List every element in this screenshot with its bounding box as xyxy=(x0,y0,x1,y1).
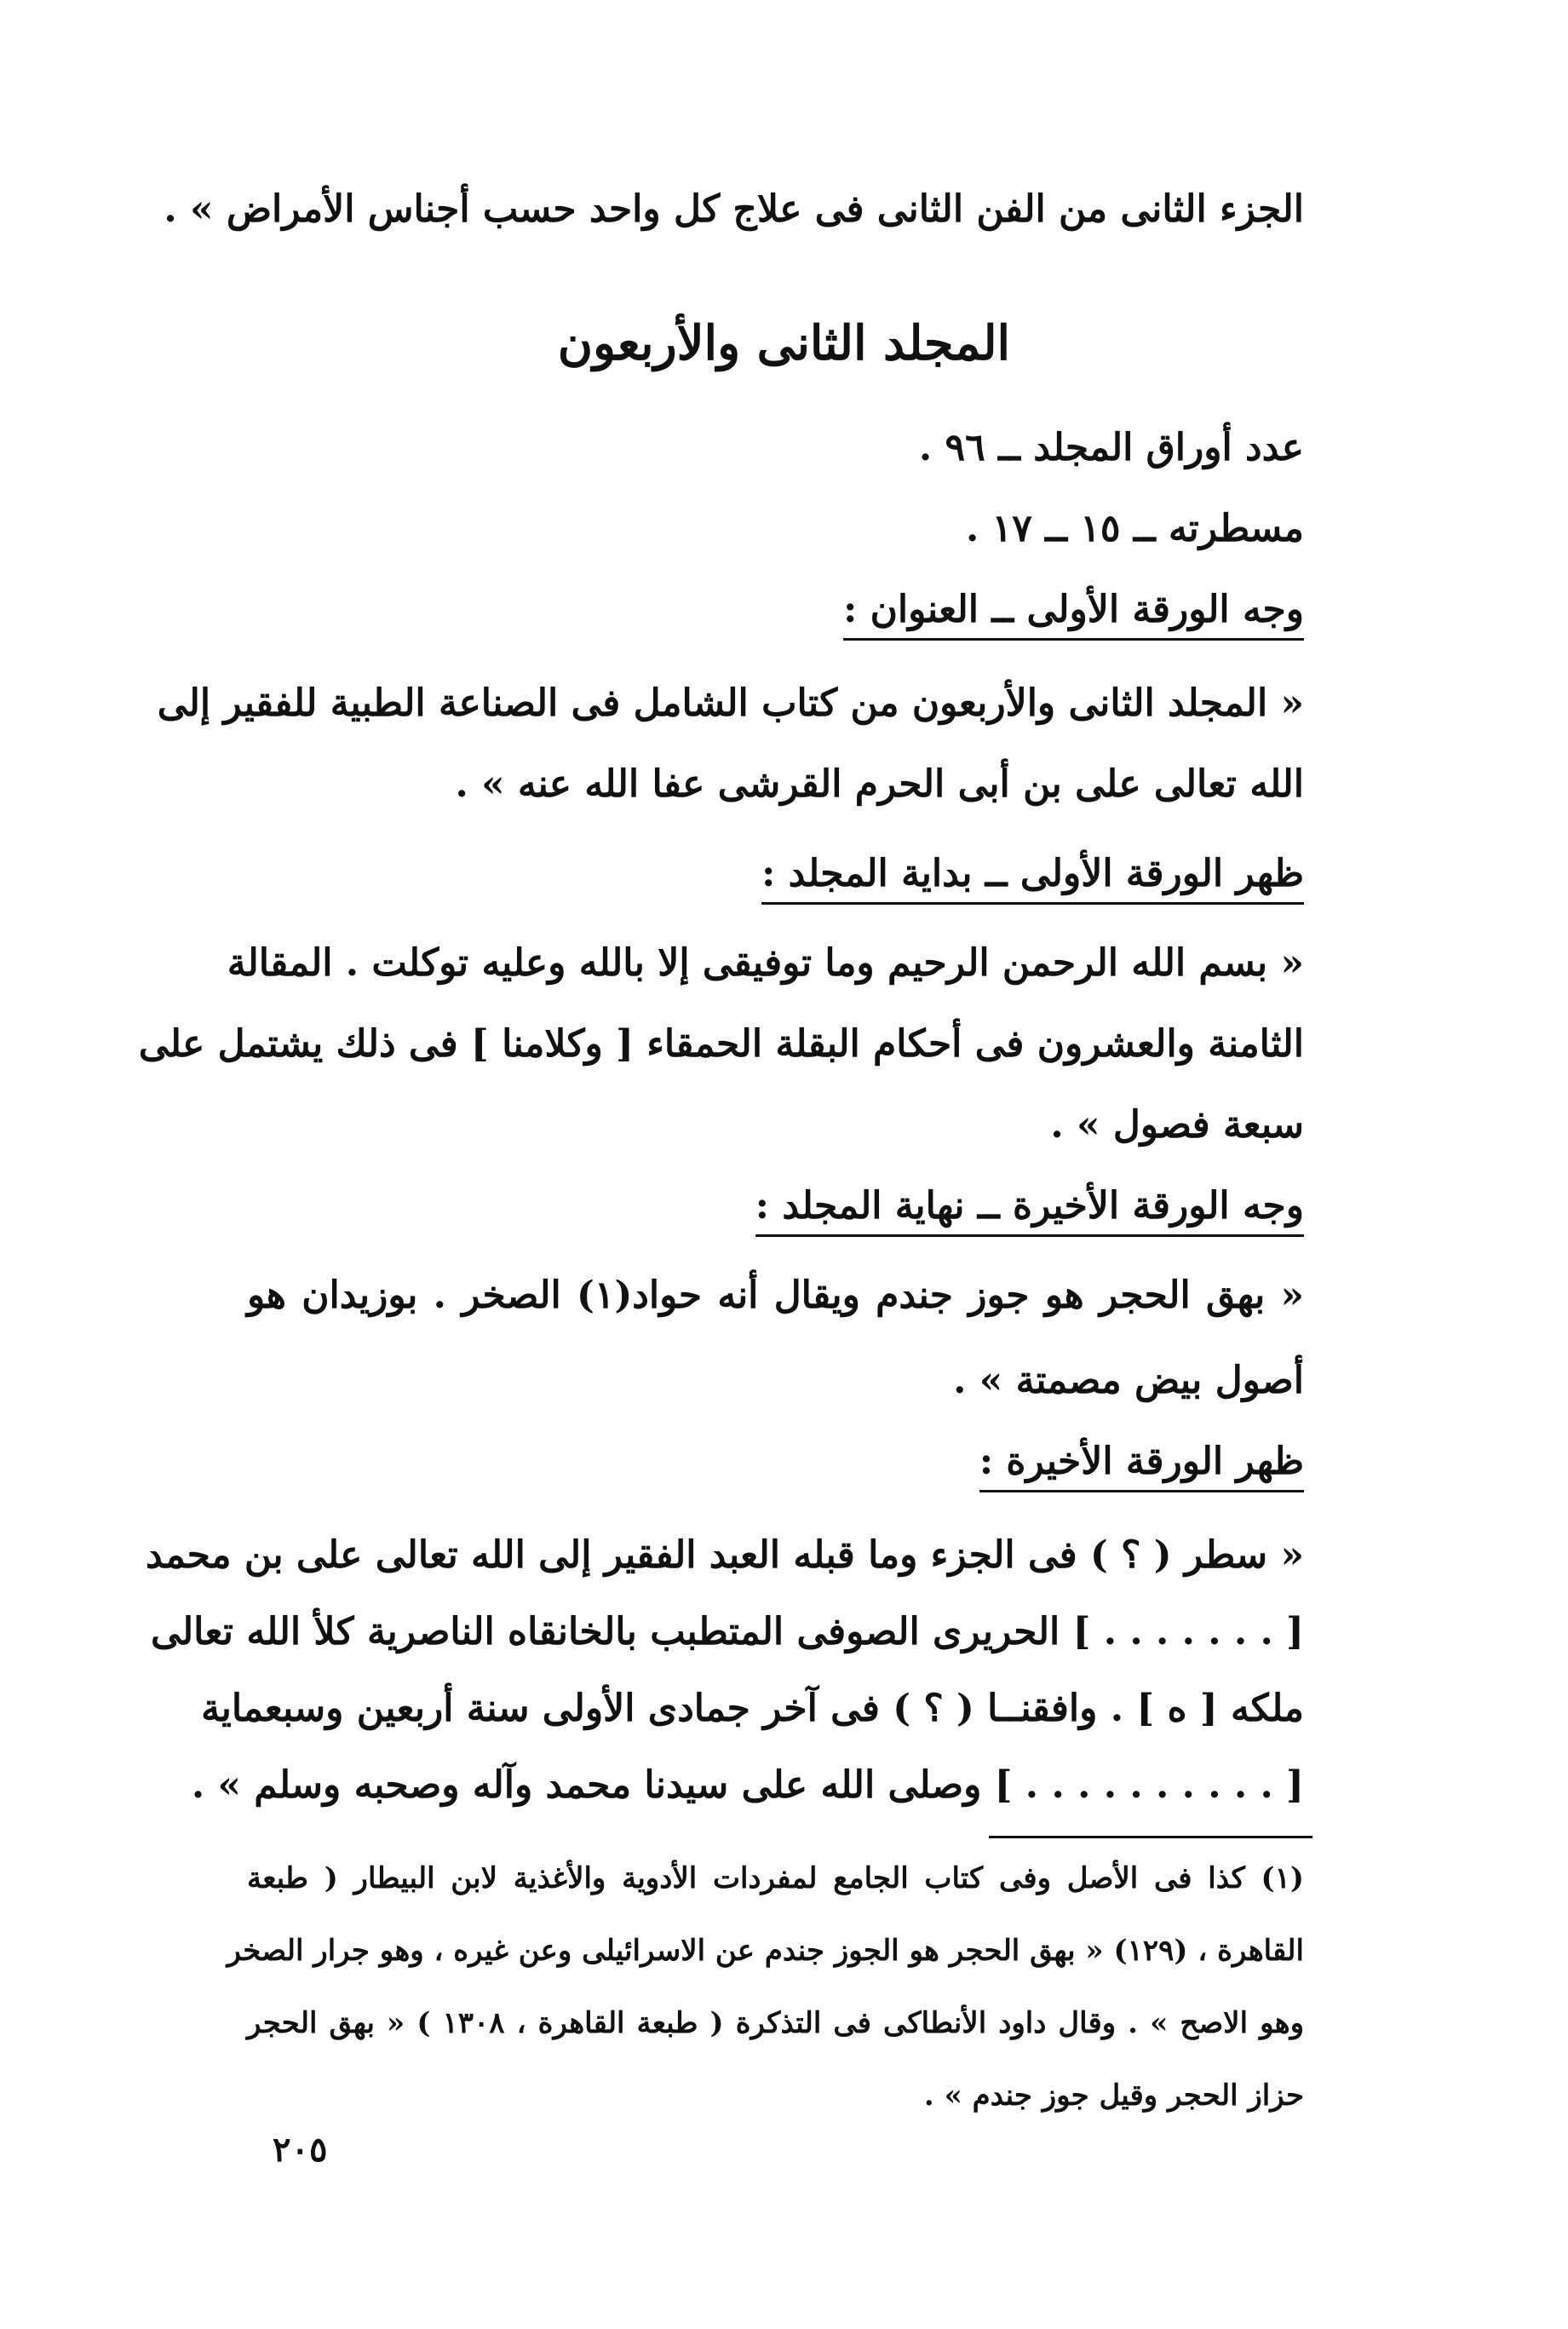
text-line: سبعة فصول » . xyxy=(1050,1103,1304,1147)
footnote-separator xyxy=(989,1836,1312,1838)
text-line: [ . . . . . . . ] الحريرى الصوفى المتطبب بالخانقاه الناصرية كلأ الله تعالى xyxy=(151,1610,1304,1653)
footnote-line: وهو الاصح » . وقال داود الأنطاكى فى التذكرة ( طبعة القاهرة ، ١٣٠٨ ) « بهق الحجر xyxy=(247,2006,1304,2040)
footnote-line: (١) كذا فى الأصل وفى كتاب الجامع لمفردات الأدوية والأغذية لابن البيطار ( طبعة xyxy=(247,1861,1304,1895)
volume-title: المجلد الثانى والأربعون xyxy=(557,315,1011,371)
page-number: ٢٠٥ xyxy=(273,2130,328,2170)
text-line: « بهق الحجر هو جوز جندم ويقال أنه حواد(١) الصخر . بوزيدان هو xyxy=(247,1274,1304,1317)
text-line: « بسم الله الرحمن الرحيم وما توفيقى إلا بالله وعليه توكلت . المقالة xyxy=(227,941,1304,985)
section-heading: وجه الورقة الأولى ــ العنوان : xyxy=(843,588,1304,641)
text-line: الله تعالى على بن أبى الحرم القرشى عفا الله عنه » . xyxy=(455,762,1304,806)
footnote-line: القاهرة ، (١٢٩) « بهق الحجر هو الجوز جندم عن الاسرائيلى وعن غيره ، وهو جرار الصخر xyxy=(227,1934,1304,1968)
ruling: مسطرته ــ ١٥ ــ ١٧ . xyxy=(965,507,1304,550)
text-line: [ . . . . . . . . . . ] وصلى الله على سيدنا محمد وآله وصحبه وسلم » . xyxy=(191,1763,1304,1807)
footnote-line: حزاز الحجر وقيل جوز جندم » . xyxy=(923,2079,1304,2113)
text-line: « سطر ( ؟ ) فى الجزء وما قبله العبد الفقير إلى الله تعالى على بن محمد xyxy=(146,1533,1304,1577)
text-line: أصول بيض مصمتة » . xyxy=(953,1359,1304,1402)
section-heading: ظهر الورقة الأخيرة : xyxy=(979,1440,1304,1492)
section-heading: ظهر الورقة الأولى ــ بداية المجلد : xyxy=(761,852,1304,905)
text-line: « المجلد الثانى والأربعون من كتاب الشامل فى الصناعة الطبية للفقير إلى xyxy=(157,681,1304,725)
text-line: ملكه [ ه ] . وافقنــا ( ؟ ) فى آخر جمادى الأولى سنة أربعين وسبعماية xyxy=(201,1687,1304,1730)
section-heading: وجه الورقة الأخيرة ــ نهاية المجلد : xyxy=(755,1184,1304,1237)
folio-count: عدد أوراق المجلد ــ ٩٦ . xyxy=(918,426,1304,469)
continuation-line: الجزء الثانى من الفن الثانى فى علاج كل واحد حسب أجناس الأمراض » . xyxy=(164,187,1304,231)
text-line: الثامنة والعشرون فى أحكام البقلة الحمقاء [ وكلامنا ] فى ذلك يشتمل على xyxy=(138,1022,1304,1066)
